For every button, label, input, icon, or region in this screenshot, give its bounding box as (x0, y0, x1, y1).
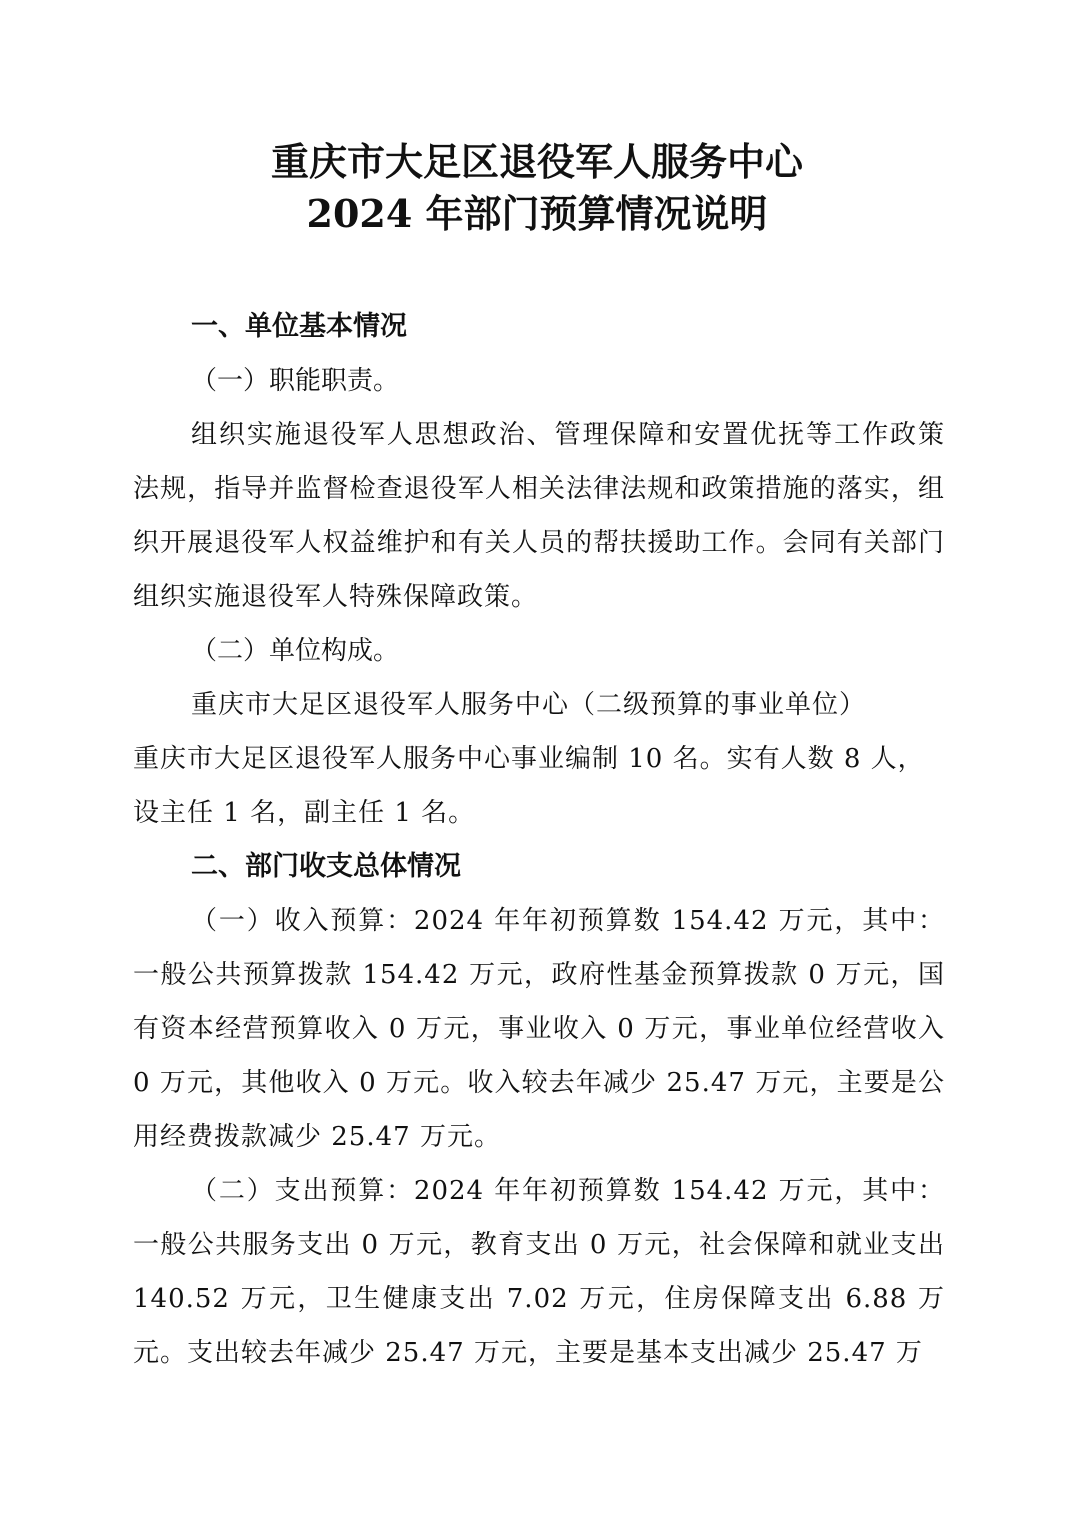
paragraph-income-budget: （一）收入预算：2024 年年初预算数 154.42 万元，其中：一般公共预算拨款 154.42 万元，政府性基金预算拨款 0 万元，国有资本经营预算收入 0 万元，事业收入 0 万元，事业单位经营收入 0 万元，其他收入 0 万元。收入较去年减少 25.47 万元，主要是公用经费拨款减少 25.47 万元。 (133, 906, 945, 1152)
paragraph-expense-budget: （二）支出预算：2024 年年初预算数 154.42 万元，其中：一般公共服务支出 0 万元，教育支出 0 万元，社会保障和就业支出 140.52 万元，卫生健康支出 7.02 万元，住房保障支出 6.88 万元。支出较去年减少 25.47 万元，主要是基本支出减少 25.47 万 (133, 1176, 945, 1368)
subheading-functions: （一）职能职责。 (191, 366, 400, 396)
paragraph-staffing: 重庆市大足区退役军人服务中心事业编制 10 名。实有人数 8 人，设主任 1 名，副主任 1 名。 (133, 744, 925, 828)
document-title-line2: 2024 年部门预算情况说明 (306, 191, 768, 236)
section-heading-income-expense: 二、部门收支总体情况 (191, 851, 461, 882)
section-heading-basic-info: 一、单位基本情况 (191, 311, 407, 342)
subheading-composition: （二）单位构成。 (191, 636, 400, 666)
paragraph-functions: 组织实施退役军人思想政治、管理保障和安置优抚等工作政策法规，指导并监督检查退役军人相关法律法规和政策措施的落实，组织开展退役军人权益维护和有关人员的帮扶援助工作。会同有关部门组织实施退役军人特殊保障政策。 (133, 420, 945, 612)
document-title-line1: 重庆市大足区退役军人服务中心 (270, 139, 803, 184)
paragraph-composition: 重庆市大足区退役军人服务中心（二级预算的事业单位） (191, 690, 867, 720)
document-body (133, 300, 945, 1380)
